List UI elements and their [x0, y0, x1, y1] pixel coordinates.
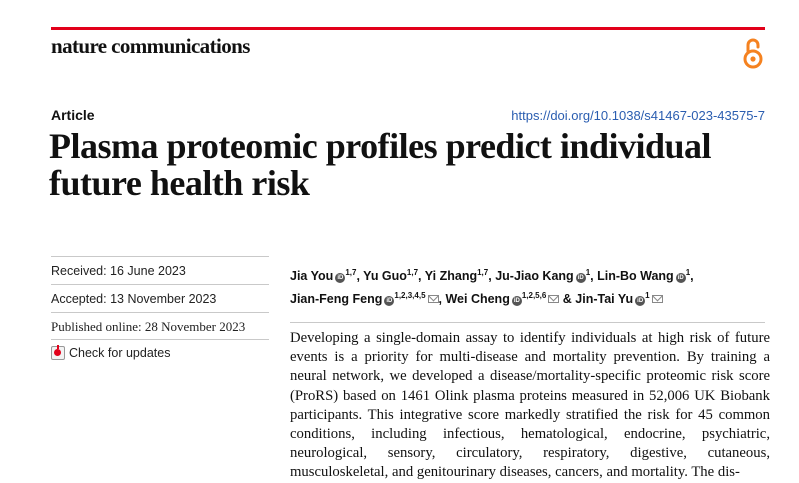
- author-name[interactable]: Jin-Tai Yu: [575, 292, 634, 306]
- divider: [51, 312, 269, 313]
- author-separator: ,: [590, 269, 598, 283]
- author-name[interactable]: Ju-Jiao Kang: [495, 269, 574, 283]
- author: [445, 292, 559, 306]
- accepted-date: Accepted: 13 November 2023: [51, 292, 217, 306]
- author-name[interactable]: Jia You: [290, 269, 334, 283]
- article-title: [49, 128, 779, 202]
- author: [363, 269, 418, 283]
- orcid-icon[interactable]: iD: [577, 275, 584, 281]
- author-name[interactable]: Wei Cheng: [445, 292, 510, 306]
- author: [575, 292, 662, 306]
- title-line-2: future health risk: [49, 163, 310, 203]
- affiliation-numbers[interactable]: 1,7: [345, 268, 357, 277]
- author-separator: ,: [690, 269, 694, 283]
- author: [290, 269, 356, 283]
- title-line-1: Plasma proteomic profiles predict individual: [49, 126, 712, 166]
- affiliation-numbers[interactable]: 1,7: [406, 268, 419, 277]
- orcid-icon[interactable]: iD: [677, 275, 684, 281]
- affiliation-numbers[interactable]: 1,7: [477, 268, 489, 277]
- article-type-label: Article: [51, 107, 95, 123]
- email-icon[interactable]: [548, 295, 559, 303]
- author-name[interactable]: Jian-Feng Feng: [290, 292, 383, 306]
- author-separator: &: [559, 292, 576, 306]
- journal-header-bar: [51, 27, 765, 30]
- orcid-icon[interactable]: iD: [337, 275, 344, 281]
- affiliation-numbers[interactable]: 1: [645, 291, 650, 300]
- orcid-icon[interactable]: iD: [386, 298, 393, 304]
- author-list: [290, 263, 770, 309]
- author: [495, 269, 590, 283]
- author-separator: ,: [488, 269, 496, 283]
- affiliation-numbers[interactable]: 1: [585, 268, 591, 277]
- author-separator: ,: [438, 292, 446, 306]
- published-date: Published online: 28 November 2023: [51, 319, 246, 334]
- divider: [51, 284, 269, 285]
- author: [425, 269, 488, 283]
- check-updates-icon: [51, 346, 65, 360]
- email-icon[interactable]: [652, 295, 663, 303]
- doi-link[interactable]: https://doi.org/10.1038/s41467-023-43575-7: [511, 108, 765, 123]
- orcid-icon[interactable]: iD: [637, 298, 644, 304]
- open-access-icon: [741, 36, 765, 70]
- author-name[interactable]: Lin-Bo Wang: [597, 269, 674, 283]
- divider: [51, 256, 269, 257]
- affiliation-numbers[interactable]: 1,2,3,4,5: [394, 291, 426, 300]
- affiliation-numbers[interactable]: 1,2,5,6: [521, 291, 547, 300]
- author: [290, 292, 439, 306]
- orcid-icon[interactable]: iD: [513, 298, 520, 304]
- abstract-text: Developing a single-domain assay to identify individuals at high risk of future events is a priority for multi-disease and mortality prevention. By training a neural network, we developed a disease/mortality-specific proteomic risk score (ProRS) based on 1461 Olink plasma proteins measured in 52,006 UK Biobank participants. This integrative score markedly stratified the risk for 45 common conditions, including infectious, hematological, endocrine, psychiatric, neurological, sensory, circulatory, respiratory, digestive, cutaneous, musculoskeletal, and genitourinary diseases, cancers, and mortality. The dis-: [290, 330, 770, 481]
- author-name[interactable]: Yi Zhang: [424, 269, 478, 283]
- divider: [51, 339, 269, 340]
- author: [597, 269, 690, 283]
- author-separator: ,: [418, 269, 425, 283]
- check-for-updates-button[interactable]: [51, 346, 170, 360]
- check-for-updates-label: Check for updates: [69, 346, 171, 360]
- author-name[interactable]: Yu Guo: [363, 269, 407, 283]
- divider: [290, 322, 765, 323]
- journal-name[interactable]: nature communications: [51, 34, 250, 58]
- author-separator: ,: [356, 269, 364, 283]
- affiliation-numbers[interactable]: 1: [685, 268, 691, 277]
- received-date: Received: 16 June 2023: [51, 264, 186, 278]
- email-icon[interactable]: [428, 295, 439, 303]
